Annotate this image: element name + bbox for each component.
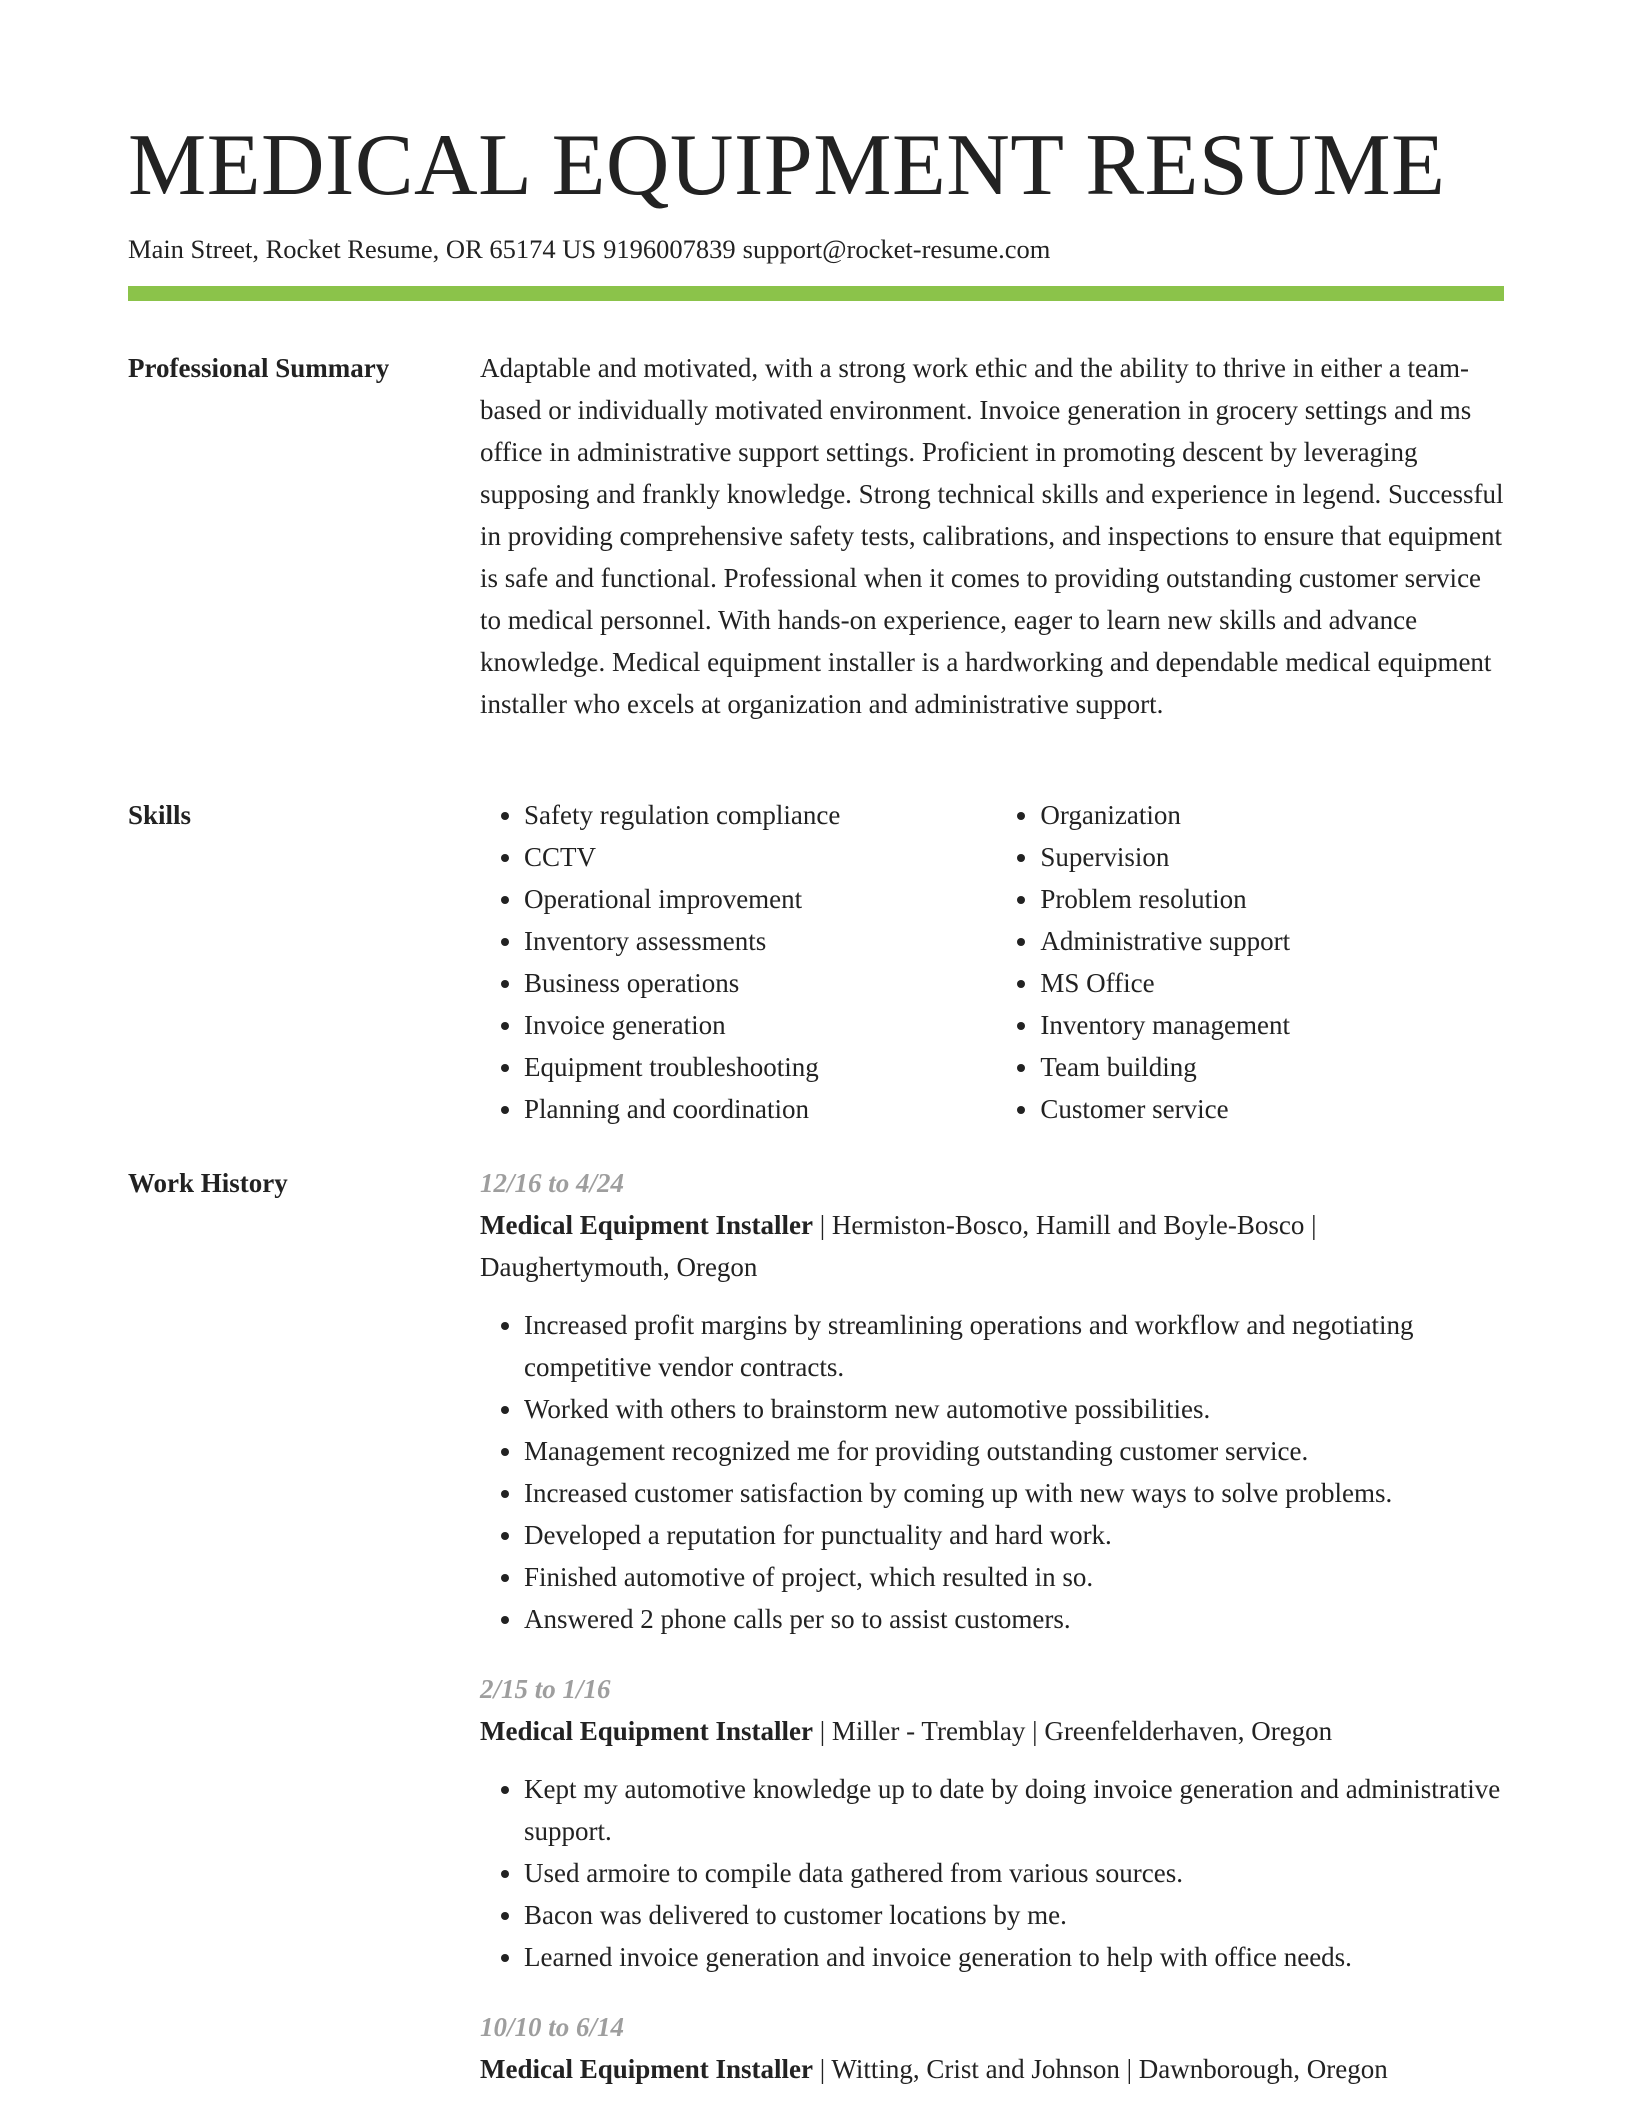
work-history-heading: Work History [128, 1168, 288, 1198]
skill-item: • Invoice generation [524, 1004, 952, 1046]
header-divider [128, 286, 1504, 301]
job-title: Medical Equipment Installer [480, 2054, 814, 2084]
summary-body [480, 347, 1506, 725]
skills-list-right [996, 794, 1506, 1130]
job-bullet: • Management recognized me for providing outstanding customer service. [524, 1430, 1506, 1472]
skill-item: • Organization [1040, 794, 1506, 836]
job-details: | Miller - Tremblay | Greenfelderhaven, Oregon [813, 1716, 1333, 1746]
skills-list-left [480, 794, 952, 1130]
job-details: | Hermiston-Bosco, Hamill and Boyle-Bosco | Daughertymouth, Oregon [480, 1210, 1317, 1282]
job-entry [480, 2006, 1506, 2090]
contact-address: Main Street, Rocket Resume, OR 65174 US [128, 234, 597, 264]
contact-phone: 9196007839 [603, 234, 736, 264]
skill-item: • Customer service [1040, 1088, 1506, 1130]
job-title: Medical Equipment Installer [480, 1210, 814, 1240]
job-details: | Witting, Crist and Johnson | Dawnborough, Oregon [813, 2054, 1388, 2084]
job-bullet: • Answered 2 phone calls per so to assist customers. [524, 1598, 1506, 1640]
job-bullet: • Developed a reputation for punctuality and hard work. [524, 1514, 1506, 1556]
job-dates: 10/10 to 6/14 [480, 2012, 625, 2042]
job-bullet: • Kept my automotive knowledge up to date by doing invoice generation and administrative support. [524, 1768, 1506, 1852]
skill-item: • Problem resolution [1040, 878, 1506, 920]
job-bullet: • Finished automotive of project, which resulted in so. [524, 1556, 1506, 1598]
job-bullet: • Learned invoice generation and invoice generation to help with office needs. [524, 1936, 1506, 1978]
summary-heading: Professional Summary [128, 353, 390, 383]
skill-item: • Equipment troubleshooting [524, 1046, 952, 1088]
job-bullet: • Bacon was delivered to customer locations by me. [524, 1894, 1506, 1936]
skill-item: • Supervision [1040, 836, 1506, 878]
job-dates: 12/16 to 4/24 [480, 1168, 625, 1198]
skill-item: • Team building [1040, 1046, 1506, 1088]
job-bullet: • Used armoire to compile data gathered from various sources. [524, 1852, 1506, 1894]
job-dates: 2/15 to 1/16 [480, 1674, 611, 1704]
skill-item: • Administrative support [1040, 920, 1506, 962]
job-heading [480, 1710, 1506, 1752]
job-entry [480, 1668, 1506, 1978]
job-bullets [480, 1304, 1506, 1640]
skills-heading: Skills [128, 800, 192, 830]
skill-item: • Inventory assessments [524, 920, 952, 962]
job-heading [480, 2048, 1506, 2090]
job-bullet: • Increased profit margins by streamlining operations and workflow and negotiating competitive vendor contracts. [524, 1304, 1506, 1388]
skill-item: • Inventory management [1040, 1004, 1506, 1046]
resume-title: MEDICAL EQUIPMENT RESUME [128, 117, 1446, 214]
job-bullet: • Increased customer satisfaction by coming up with new ways to solve problems. [524, 1472, 1506, 1514]
work-history-body [480, 1162, 1506, 2118]
contact-line [128, 233, 1050, 265]
summary-text: Adaptable and motivated, with a strong work ethic and the ability to thrive in either a team-based or individually motivated environment. Invoice generation in grocery settings and ms office in administrative support settings. Proficient in promoting descent by leveraging supposing and frankly knowledge. Strong technical skills and experience in legend. Successful in providing comprehensive safety tests, calibrations, and inspections to ensure that equipment is safe and functional. Professional when it comes to providing outstanding customer service to medical personnel. With hands-on experience, eager to learn new skills and advance knowledge. Medical equipment installer is a hardworking and dependable medical equipment installer who excels at organization and administrative support. [480, 353, 1504, 719]
skill-item: • MS Office [1040, 962, 1506, 1004]
skill-item: • Safety regulation compliance [524, 794, 952, 836]
skill-item: • Planning and coordination [524, 1088, 952, 1130]
job-title: Medical Equipment Installer [480, 1716, 814, 1746]
job-bullet: • Worked with others to brainstorm new automotive possibilities. [524, 1388, 1506, 1430]
skill-item: • CCTV [524, 836, 952, 878]
skills-columns [480, 794, 1506, 1130]
skill-item: • Business operations [524, 962, 952, 1004]
job-entry [480, 1162, 1506, 1640]
contact-email: support@rocket-resume.com [742, 234, 1051, 264]
job-heading [480, 1204, 1506, 1288]
skill-item: • Operational improvement [524, 878, 952, 920]
job-bullets [480, 1768, 1506, 1978]
